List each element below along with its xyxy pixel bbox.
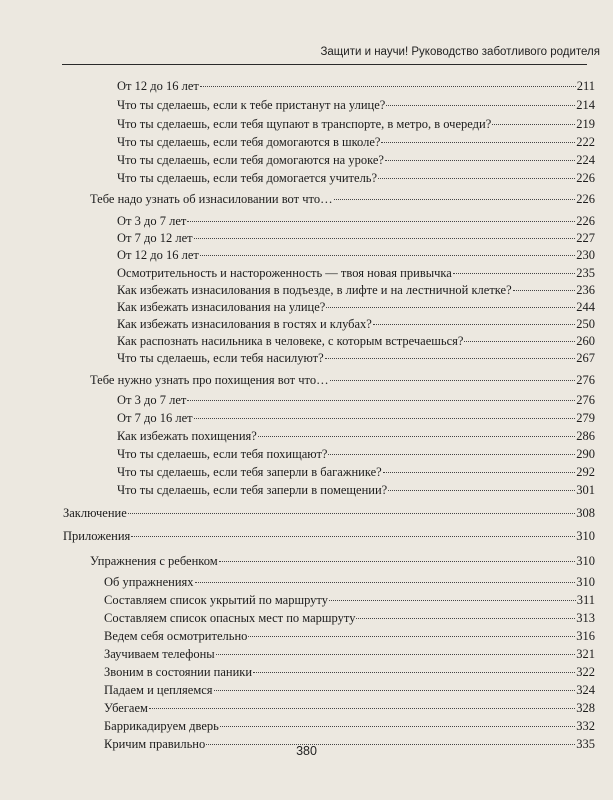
leader-dots [219,561,576,562]
leader-dots [383,472,576,473]
toc-entry-title: Приложения [63,529,131,543]
toc-entry-page: 332 [576,719,595,733]
toc-entry-title: От 3 до 7 лет [117,393,187,407]
toc-entry-title: Убегаем [104,701,148,715]
toc-entry-title: Что ты сделаешь, если тебя щупают в транспорте, в метро, в очереди? [117,117,492,131]
toc-entry-page: 279 [576,411,595,425]
toc-entry [117,446,595,463]
toc-entry-title: Что ты сделаешь, если тебя заперли в багажнике? [117,465,382,479]
toc-entry-page: 310 [576,529,595,543]
toc-entry-title: Тебе надо узнать об изнасиловании вот что… [90,192,333,206]
toc-entry-title: Что ты сделаешь, если тебя насилуют? [117,351,324,365]
toc-entry-page: 316 [576,629,595,643]
toc-entry [117,134,595,151]
toc-section-entry [90,372,595,389]
toc-entry-page: 226 [576,171,595,185]
toc-entry [117,410,595,427]
toc-entry-title: Что ты сделаешь, если тебя домогаются на уроке? [117,153,384,167]
toc-entry [117,282,595,299]
toc-entry-page: 324 [576,683,595,697]
leader-dots [248,636,575,637]
toc-entry-title: Что ты сделаешь, если тебя домогается учитель? [117,171,378,185]
toc-entry-page: 328 [576,701,595,715]
toc-entry-title: Заучиваем телефоны [104,647,215,661]
leader-dots [325,358,576,359]
toc-entry-title: Тебе нужно узнать про похищения вот что… [90,373,329,387]
leader-dots [326,307,575,308]
toc-entry [117,247,595,264]
toc-entry-title: От 7 до 16 лет [117,411,193,425]
toc-entry-title: Осмотрительность и настороженность — твоя новая привычка [117,266,452,280]
toc-entry-page: 222 [576,135,595,149]
leader-dots [200,255,575,256]
toc-entry-title: Упражнения с ребенком [90,554,218,568]
toc-entry-title: Как избежать изнасилования в гостях и клубах? [117,317,372,331]
leader-dots [128,513,576,514]
leader-dots [388,490,575,491]
leader-dots [149,708,575,709]
toc-entry [117,333,595,350]
toc-entry-page: 301 [576,483,595,497]
toc-entry [104,610,595,627]
toc-entry [104,646,595,663]
leader-dots [492,124,575,125]
toc-entry [117,116,595,133]
toc-entry-page: 310 [576,554,595,568]
leader-dots [216,654,576,655]
leader-dots [187,400,575,401]
toc-entry-title: Ведем себя осмотрительно [104,629,248,643]
toc-entry-page: 226 [576,214,595,228]
toc-entry-title: От 12 до 16 лет [117,248,199,262]
toc-entry-page: 250 [576,317,595,331]
toc-entry [104,700,595,717]
toc-entry-title: Звоним в состоянии паники [104,665,253,679]
toc-entry-title: Об упражнениях [104,575,194,589]
toc-entry [117,170,595,187]
toc-entry [117,152,595,169]
toc-entry-title: Как распознать насильника в человеке, с которым встречаешься? [117,334,464,348]
toc-entry [104,628,595,645]
toc-entry [117,265,595,282]
toc-entry-page: 290 [576,447,595,461]
leader-dots [194,238,576,239]
toc-entry [117,230,595,247]
toc-entry-page: 214 [576,98,595,112]
leader-dots [464,341,575,342]
leader-dots [513,290,576,291]
toc-entry-title: Что ты сделаешь, если тебя заперли в помещении? [117,483,388,497]
leader-dots [131,536,575,537]
toc-entry-page: 230 [576,248,595,262]
toc-entry-page: 313 [576,611,595,625]
toc-entry-page: 236 [576,283,595,297]
toc-entry-page: 276 [576,373,595,387]
page-number: 380 [296,744,317,758]
toc-entry [104,592,595,609]
leader-dots [214,690,576,691]
toc-entry [117,97,595,114]
toc-entry-page: 310 [576,575,595,589]
leader-dots [385,160,575,161]
toc-entry-page: 219 [576,117,595,131]
leader-dots [258,436,575,437]
leader-dots [386,105,575,106]
leader-dots [356,618,575,619]
toc-entry-page: 308 [576,506,595,520]
toc-entry-page: 211 [576,79,595,93]
leader-dots [195,582,576,583]
toc-section-entry [90,191,595,208]
toc-entry-page: 267 [576,351,595,365]
toc-entry-title: От 3 до 7 лет [117,214,187,228]
toc-entry-page: 227 [576,231,595,245]
toc-entry [104,718,595,735]
toc-entry-title: Как избежать изнасилования на улице? [117,300,326,314]
toc-entry [117,213,595,230]
leader-dots [187,221,575,222]
toc-entry [117,392,595,409]
toc-entry-page: 321 [576,647,595,661]
leader-dots [381,142,575,143]
toc-entry-page: 224 [576,153,595,167]
toc-entry [117,316,595,333]
header-rule [62,64,587,65]
toc-entry-page: 235 [576,266,595,280]
toc-entry [117,464,595,481]
toc-entry-title: Что ты сделаешь, если к тебе пристанут на улице? [117,98,386,112]
toc-section-entry [90,553,595,570]
toc-entry-title: Составляем список опасных мест по маршруту [104,611,356,625]
leader-dots [330,380,576,381]
toc-entry-page: 311 [576,593,595,607]
toc-chapter-entry [63,528,595,545]
toc-entry-title: Составляем список укрытий по маршруту [104,593,328,607]
toc-entry [104,682,595,699]
leader-dots [194,418,576,419]
toc-entry-title: От 7 до 12 лет [117,231,193,245]
toc-entry-page: 260 [576,334,595,348]
toc-entry-title: От 12 до 16 лет [117,79,199,93]
leader-dots [334,199,576,200]
toc-chapter-entry [63,505,595,522]
leader-dots [453,273,575,274]
toc-entry-title: Что ты сделаешь, если тебя домогаются в школе? [117,135,381,149]
leader-dots [200,86,576,87]
leader-dots [220,726,575,727]
toc-entry [117,78,595,95]
toc-entry-page: 335 [576,737,595,751]
leader-dots [329,600,576,601]
toc-entry [117,428,595,445]
leader-dots [253,672,575,673]
leader-dots [373,324,575,325]
leader-dots [328,454,575,455]
toc-entry-title: Что ты сделаешь, если тебя похищают? [117,447,328,461]
toc-entry [117,350,595,367]
toc-entry-title: Как избежать изнасилования в подъезде, в лифте и на лестничной клетке? [117,283,512,297]
toc-entry [104,574,595,591]
toc-entry-page: 286 [576,429,595,443]
toc-entry-page: 244 [576,300,595,314]
toc-entry-page: 276 [576,393,595,407]
toc-entry-page: 292 [576,465,595,479]
running-head: Защити и научи! Руководство заботливого родителя [320,46,600,58]
toc-entry-page: 322 [576,665,595,679]
toc-entry [104,664,595,681]
toc-entry [117,299,595,316]
toc-entry-page: 226 [576,192,595,206]
toc-entry [117,482,595,499]
toc-entry-title: Заключение [63,506,127,520]
toc-entry-title: Как избежать похищения? [117,429,257,443]
toc-entry-title: Падаем и цепляемся [104,683,213,697]
leader-dots [378,178,575,179]
toc-entry-title: Баррикадируем дверь [104,719,219,733]
toc-entry-title: Кричим правильно [104,737,206,751]
